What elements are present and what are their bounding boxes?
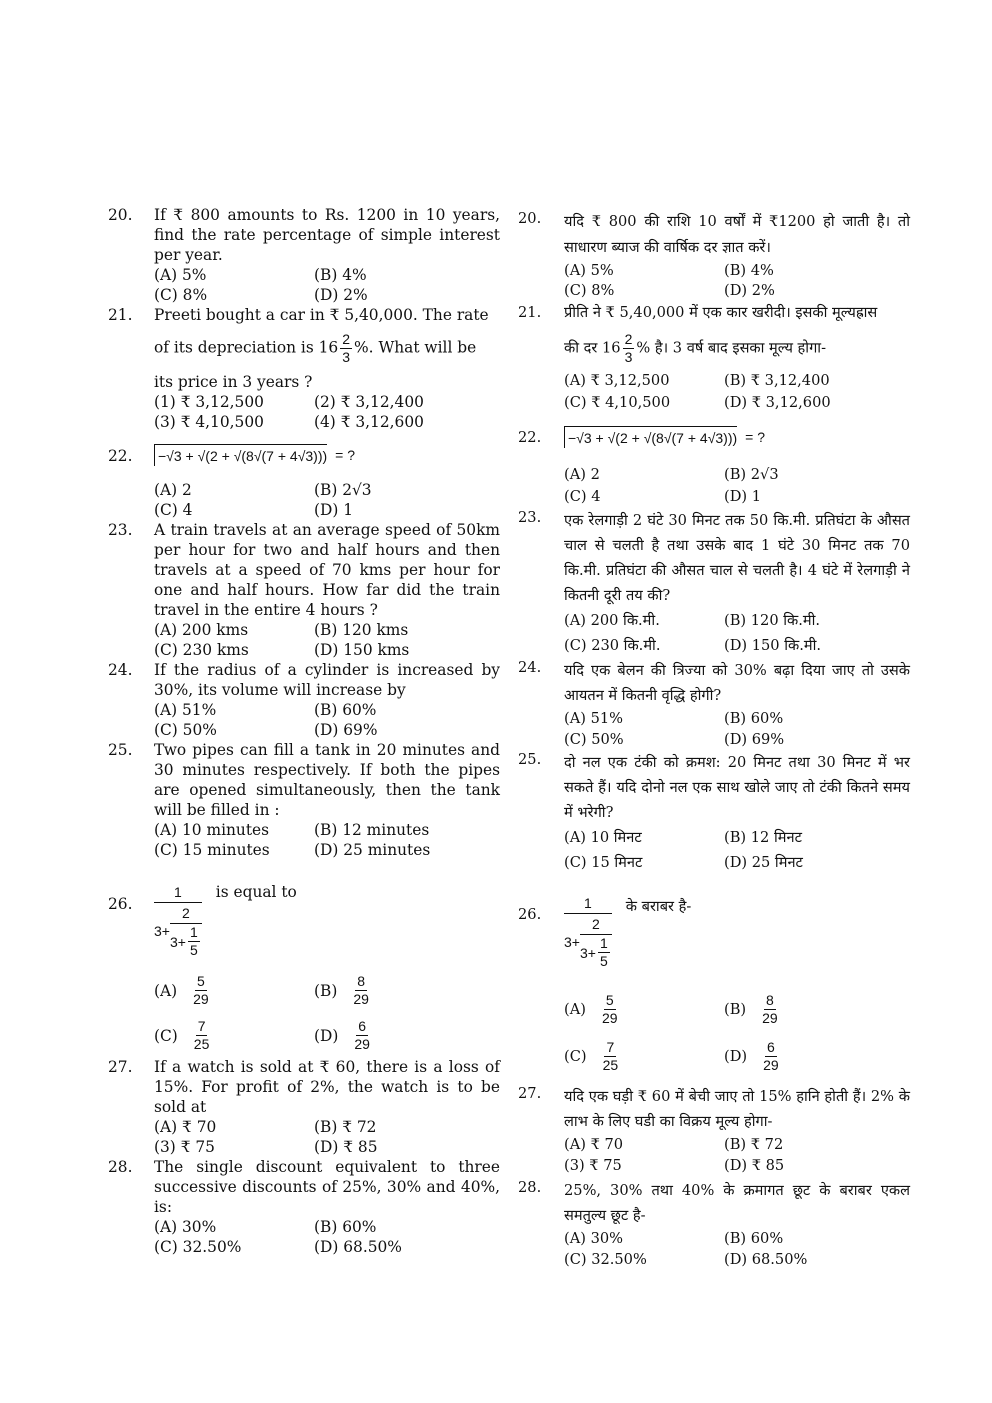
plus: + [587,944,596,961]
option-c[interactable]: (C) 50% [564,731,624,748]
option-a[interactable]: (A) ₹ 3,12,500 [564,372,670,389]
option-c[interactable]: (C) 230 कि.मी. [564,637,661,654]
option-4[interactable]: (4) ₹ 3,12,600 [314,413,424,431]
option-d[interactable]: (D) 1 [724,488,762,505]
question-text: A train travels at an average speed of 50km per hour for two and half hours and then travels at a speed of 70 kms per hour for one and half hours. How far did the train travel in the entire 4 hours ? [154,521,500,619]
numerator: 1 [189,924,198,940]
radical: −√3 + √(2 + √(8√(7 + 4√3))) [564,426,737,448]
question-number: 27. [108,1058,133,1076]
option-1[interactable]: (1) ₹ 3,12,500 [154,393,264,411]
option-b[interactable] [314,973,500,1008]
option-d[interactable]: (D) 150 kms [314,641,410,659]
option-2[interactable]: (2) ₹ 3,12,400 [314,393,424,411]
question-24 [108,660,500,740]
question-text: is equal to [215,883,297,901]
numerator: 7 [197,1018,206,1034]
question-text: यदि एक बेलन की त्रिज्या को 30% बढ़ा दिया जाए तो उसके आयतन में कितनी वृद्धि होगी? [564,662,910,704]
option-b[interactable]: (B) ₹ 72 [314,1118,377,1136]
option-label: (B) [724,1000,747,1018]
term: 3 [169,933,178,950]
option-c[interactable]: (C) 230 kms [154,641,249,659]
fraction-inner [170,903,202,959]
text-fragment: %. What will be [354,338,477,357]
question-23 [518,508,910,658]
denominator: 5 [599,953,608,969]
fraction [761,1039,781,1074]
option-label: (D) [314,1026,339,1045]
option-c[interactable]: (C) 50% [154,721,217,739]
option-c[interactable]: (C) 4 [154,501,193,519]
denominator: 3 [624,349,633,365]
question-text-line2 [154,331,500,366]
denominator: 25 [193,1036,210,1052]
numerator: 5 [197,973,205,989]
question-text: प्रीति ने ₹ 5,40,000 में एक कार खरीदी। इसकी मूल्यह्रास [564,304,878,321]
option-b[interactable]: (B) 4% [724,262,774,279]
option-c[interactable]: (C) 32.50% [564,1251,647,1268]
option-b[interactable]: (B) 60% [724,1230,784,1247]
question-28 [108,1157,500,1257]
question-text: यदि एक घड़ी ₹ 60 में बेची जाए तो 15% हानि होती हैं। 2% के लाभ के लिए घडी का विक्रय मूल्य होगा- [564,1088,910,1130]
question-24 [518,658,910,750]
question-number: 20. [518,210,542,227]
equals-question: = ? [335,447,356,463]
term: 3 [154,923,162,939]
option-a[interactable]: (A) ₹ 70 [564,1136,624,1153]
option-a[interactable]: (A) 10 मिनट [564,829,642,846]
fraction [601,1039,621,1074]
option-c[interactable]: (C) ₹ 4,10,500 [564,394,671,411]
question-number: 26. [518,906,542,923]
numerator: 1 [599,935,608,951]
option-d[interactable] [314,1018,500,1053]
question-20 [108,205,500,305]
option-b[interactable]: (B) ₹ 3,12,400 [724,372,830,389]
continued-fraction [564,893,910,970]
option-b[interactable]: (B) 120 kms [314,621,409,639]
option-b[interactable]: (B) 60% [314,1218,377,1236]
option-c[interactable]: (C) 32.50% [154,1238,242,1256]
question-number: 28. [518,1179,542,1196]
fraction-innermost [188,924,200,959]
question-number: 25. [108,741,133,759]
option-d[interactable]: (D) 150 कि.मी. [724,637,821,654]
question-number: 23. [518,509,542,526]
option-a[interactable]: (A) 200 kms [154,621,249,639]
option-label: (D) [724,1047,748,1065]
question-26 [108,882,500,1053]
denominator: 25 [602,1057,619,1073]
option-d[interactable]: (D) ₹ 85 [314,1138,378,1156]
fraction-main [564,893,612,970]
text-fragment: of its depreciation is 16 [154,338,339,357]
option-d[interactable]: (D) 69% [314,721,378,739]
question-28 [518,1178,910,1270]
option-a[interactable]: (A) 30% [154,1218,217,1236]
text-fragment: की दर 16 [564,339,621,357]
fraction [191,973,211,1008]
numerator: 2 [181,905,190,921]
fraction [600,992,620,1027]
question-22 [518,422,910,508]
equals-question: = ? [745,429,766,445]
question-number: 24. [108,661,133,679]
text-fragment: % है। 3 वर्ष बाद इसका मूल्य होगा- [636,339,827,357]
fraction-inner [580,914,612,970]
option-d[interactable]: (D) 25 मिनट [724,854,803,871]
question-23 [108,520,500,660]
question-text: Preeti bought a car in ₹ 5,40,000. The rate [154,306,489,324]
question-text-line3: its price in 3 years ? [154,373,313,391]
option-b[interactable]: (B) 12 minutes [314,821,430,839]
option-a[interactable] [154,973,314,1008]
option-a[interactable]: (A) 30% [564,1230,624,1247]
question-number: 27. [518,1085,542,1102]
option-c[interactable]: (C) 4 [564,488,601,505]
option-c[interactable]: (C) 15 मिनट [564,854,643,871]
numerator: 8 [357,973,366,989]
question-21 [108,305,500,432]
option-b[interactable]: (B) 60% [724,710,784,727]
option-c[interactable]: (3) ₹ 75 [564,1157,622,1174]
option-b[interactable]: (B) 60% [314,701,377,719]
option-b[interactable]: (B) 2√3 [724,466,779,483]
question-text: If the radius of a cylinder is increased by 30%, its volume will increase by [154,661,500,699]
numerator: 7 [606,1039,615,1055]
option-c[interactable] [564,1039,724,1074]
question-27 [108,1057,500,1157]
option-d[interactable]: (D) ₹ 85 [724,1157,785,1174]
option-b[interactable]: (B) ₹ 72 [724,1136,784,1153]
option-a[interactable]: (A) 5% [154,266,207,284]
denominator: 5 [189,942,198,958]
numerator: 5 [605,992,614,1008]
denominator: 29 [193,991,209,1007]
numerator: 6 [358,1018,367,1034]
plus: + [161,923,170,939]
plus: + [571,934,580,950]
denominator: 29 [353,991,369,1007]
question-text: The single discount equivalent to three successive discounts of 25%, 30% and 40%, is: [154,1158,500,1216]
question-text: के बराबर है- [625,898,692,915]
numerator: 2 [342,331,351,347]
question-22 [108,440,500,520]
option-c[interactable] [154,1018,314,1053]
question-text-line2 [564,331,910,366]
option-b[interactable]: (B) 120 कि.मी. [724,612,821,629]
question-text: Two pipes can fill a tank in 20 minutes and 30 minutes respectively. If both the pipes are opened simultaneously, then the tank will be filled in : [154,741,500,819]
option-d[interactable]: (D) 69% [724,731,785,748]
radical-expression [154,440,500,470]
option-label: (A) [564,1000,586,1018]
question-number: 21. [518,304,542,321]
numerator: 6 [766,1039,775,1055]
radical: −√3 + √(2 + √(8√(7 + 4√3))) [154,444,327,466]
question-text: If a watch is sold at ₹ 60, there is a loss of 15%. For profit of 2%, the watch is to be sold at [154,1058,500,1116]
option-d[interactable]: (D) ₹ 3,12,600 [724,394,831,411]
fraction [352,1018,372,1053]
question-text: एक रेलगाड़ी 2 घंटे 30 मिनट तक 50 कि.मी. प्रतिघंटा के औसत चाल से चलती है तथा उसके बाद 1 घंटे 30 मिनट तक 70 कि.मी. प्रतिघंटा की औसत चाल से चलती है। 4 घंटे में रेलगाड़ी ने कितनी दूरी तय की? [564,512,910,604]
question-25 [108,740,500,860]
option-d[interactable]: (D) 2% [724,282,775,299]
numerator: 1 [173,884,182,900]
numerator: 2 [624,331,633,347]
fraction [351,973,371,1008]
term: 3 [579,944,588,961]
plus: + [177,933,186,950]
fraction [623,331,635,366]
denominator: 29 [601,1010,618,1026]
fraction [340,331,352,366]
english-column [108,205,500,1257]
option-label: (C) [154,1026,178,1045]
numerator: 1 [583,895,592,911]
option-b[interactable] [724,992,910,1027]
question-number: 21. [108,306,133,324]
option-a[interactable]: (A) 2 [564,466,600,483]
option-a[interactable]: (A) 51% [154,701,217,719]
fraction [760,992,780,1027]
option-label: (B) [314,981,338,1000]
hindi-column [518,209,910,1270]
question-number: 23. [108,521,133,539]
option-d[interactable]: (D) 2% [314,286,368,304]
question-number: 26. [108,895,133,913]
option-a[interactable] [564,992,724,1027]
option-b[interactable]: (B) 2√3 [314,481,372,499]
option-b[interactable]: (B) 4% [314,266,367,284]
denominator: 29 [354,1036,370,1052]
continued-fraction [154,882,500,959]
option-d[interactable]: (D) 68.50% [724,1251,808,1268]
numerator: 8 [766,992,774,1008]
option-c[interactable]: (3) ₹ 75 [154,1138,215,1156]
option-c[interactable]: (C) 8% [154,286,208,304]
question-number: 24. [518,659,542,676]
option-label: (A) [154,981,178,1000]
fraction-main [154,882,202,959]
fraction-innermost [598,935,610,970]
fraction [192,1018,212,1053]
question-20 [518,209,910,301]
question-26 [518,893,910,1074]
option-a[interactable]: (A) 200 कि.मी. [564,612,660,629]
option-d[interactable]: (D) 25 minutes [314,841,431,859]
option-a[interactable]: (A) 5% [564,262,614,279]
option-3[interactable]: (3) ₹ 4,10,500 [154,413,264,431]
term: 3 [564,934,572,950]
denominator: 3 [342,349,351,365]
option-a[interactable]: (A) ₹ 70 [154,1118,217,1136]
option-label: (C) [564,1047,587,1065]
question-25 [518,750,910,875]
question-text: यदि ₹ 800 की राशि 10 वर्षों में ₹1200 हो जाती है। तो साधारण ब्याज की वार्षिक दर ज्ञात करें। [564,213,910,256]
numerator: 2 [591,916,600,932]
option-c[interactable]: (C) 8% [564,282,615,299]
option-a[interactable]: (A) 2 [154,481,192,499]
option-c[interactable]: (C) 15 minutes [154,841,270,859]
denominator: 29 [762,1010,778,1026]
option-d[interactable] [724,1039,910,1074]
option-a[interactable]: (A) 51% [564,710,624,727]
denominator: 29 [763,1057,779,1073]
question-text: 25%, 30% तथा 40% के क्रमागत छूट के बराबर एकल समतुल्य छूट है- [564,1182,910,1224]
question-number: 22. [108,447,133,465]
question-27 [518,1084,910,1176]
question-number: 22. [518,429,542,446]
question-text: If ₹ 800 amounts to Rs. 1200 in 10 years, find the rate percentage of simple interest per year. [154,206,500,264]
radical-expression [564,422,910,452]
question-number: 20. [108,206,133,224]
question-21 [518,303,910,414]
question-number: 28. [108,1158,133,1176]
option-d[interactable]: (D) 68.50% [314,1238,402,1256]
question-number: 25. [518,751,542,768]
option-b[interactable]: (B) 12 मिनट [724,829,802,846]
option-d[interactable]: (D) 1 [314,501,354,519]
question-text: दो नल एक टंकी को क्रमश: 20 मिनट तथा 30 मिनट में भर सकते हैं। यदि दोनो नल एक साथ खोले जाए तो टंकी कितने समय में भरेगी? [564,754,910,821]
option-a[interactable]: (A) 10 minutes [154,821,270,839]
